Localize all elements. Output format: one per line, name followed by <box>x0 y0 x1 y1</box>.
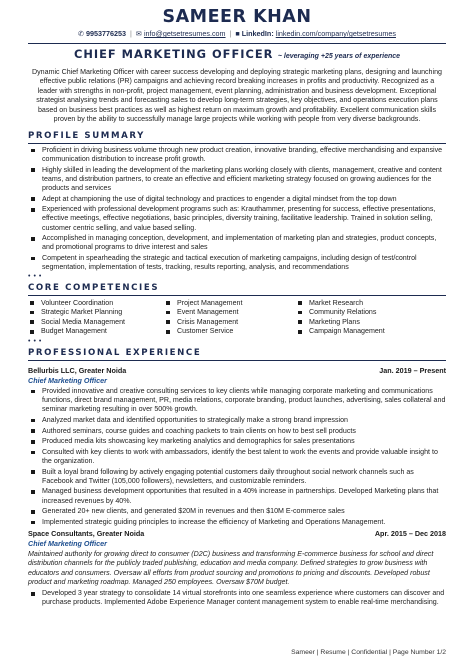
list-item: Accomplished in managing conception, development, and implementation of marketing plan and strategies, product concepts, and promotional programs to drive interest and sales <box>28 234 446 252</box>
list-item: Provided innovative and creative consulting services to key clients while managing corporate marketing and communications functions, direct brand management, PR, media relations, corporate branding, product launches, advertising, sales collateral and seminar marketing resulting in over 500% growth. <box>28 387 446 415</box>
competencies-column <box>28 299 164 337</box>
section-divider <box>28 360 446 361</box>
list-item: Experienced with professional development programs such as: Krauthammer, presenting for success, effective presentations, effective meetings, effective negotiations, basic principles, diversity training, facilitative leadership. Trained in solution selling, customer centric selling, and value based selling. <box>28 205 446 233</box>
competency-item: Crisis Management <box>164 318 296 328</box>
linkedin-icon: ■ <box>235 29 240 38</box>
section-heading-competencies: CORE COMPETENCIES <box>28 282 160 293</box>
competency-item: Marketing Plans <box>296 318 446 328</box>
list-item: Adept at championing the use of digital technology and practices to engender a digital mindset from the top down <box>28 195 446 204</box>
section-divider <box>28 143 446 144</box>
job-intro: Maintained authority for growing direct to consumer (D2C) business and transforming E-commerce business for school and direct distribution channels for the publicly traded publishing, education and media company. Defined strategies to grow business with educators and consumers. Oversaw all efforts from product sourcing and promotions to pricing and discounts. Developed robust product and marketing roadmap. Managed 250 employees. Oversaw $70M budget. <box>28 550 434 586</box>
job-title: Chief Marketing Officer <box>28 539 107 549</box>
section-heading-profile: PROFILE SUMMARY <box>28 130 145 141</box>
headline <box>28 47 446 64</box>
email-icon: ✉ <box>135 29 142 38</box>
header-divider <box>28 43 446 44</box>
competencies-column <box>164 299 296 337</box>
list-item: Proficient in driving business volume through new product creation, innovative branding, effective merchandising and expansive communication distribution to increase profit growth. <box>28 146 446 164</box>
job-company: Bellurbis LLC, Greater Noida <box>28 366 127 376</box>
competency-item: Project Management <box>164 299 296 309</box>
list-item: Highly skilled in leading the development of the marketing plans working closely with clients, management, creative and content teams, and distribution partners, to create an effective and efficient marketing strategy focused on growing audiences for the products and services <box>28 166 446 194</box>
list-item: Implemented strategic guiding principles to increase the efficiency of Marketing and Operations Management. <box>28 518 446 527</box>
section-divider <box>28 295 446 296</box>
profile-section <box>28 130 446 281</box>
list-item: Authored seminars, course guides and coaching packets to train clients on how to best sell products <box>28 427 446 436</box>
linkedin-link[interactable]: linkedin.com/company/getsetresumes <box>275 29 396 38</box>
competency-item: Volunteer Coordination <box>28 299 164 309</box>
job-duties-list <box>28 387 446 527</box>
contact-phone: 9953776253 <box>86 29 127 38</box>
job-dates: Jan. 2019 – Present <box>379 366 446 376</box>
job-header <box>28 529 446 539</box>
list-item: Generated 20+ new clients, and generated $20M in revenues and then $10M E-commerce sales <box>28 507 446 516</box>
job-entry <box>28 529 446 608</box>
summary-paragraph: Dynamic Chief Marketing Officer with career success developing and deploying strategic marketing plans, designing and launching effective public relations (PR) campaigns and achieving record breaking increases in profits and productivity. Recognized as a leader with strengths in non-profit, project management, event planning, administration and business development. Exceptional strategist analysing trends and forecasting sales to develop long-term strategies, key objectives, and operations execution plans based on business best practices as well as highest return on maximum growth and profitability. Excellent communication skills proven by the ability to successfully manage large projects while working with people from very diverse backgrounds. <box>32 68 442 124</box>
job-entry <box>28 366 446 527</box>
list-item: Built a loyal brand following by actively engaging potential customers daily throughout social network channels such as Facebook and Twitter (105,000 followers), newsletters, and customizable reminders. <box>28 468 446 486</box>
competency-item: Event Management <box>164 308 296 318</box>
candidate-name: SAMEER KHAN <box>162 7 312 27</box>
competencies-column <box>296 299 446 337</box>
section-dots: ••• <box>28 338 45 346</box>
competencies-section <box>28 282 446 346</box>
job-dates: Apr. 2015 – Dec 2018 <box>374 529 446 539</box>
competency-item: Strategic Market Planning <box>28 308 164 318</box>
list-item: Competent in spearheading the strategic and tactical execution of marketing campaigns, including design of test/control segmentation, implementation of tests, tracking, results reporting, analysis, and recommendations <box>28 254 446 272</box>
competency-item: Market Research <box>296 299 446 309</box>
competency-item: Budget Management <box>28 327 164 337</box>
section-heading-experience: PROFESSIONAL EXPERIENCE <box>28 348 202 359</box>
job-duties-list <box>28 589 446 607</box>
list-item: Developed 3 year strategy to consolidate 14 virtual storefronts into one seamless experience where customers can discover and purchase products. Implemented Adobe Experience Manager content management system to enable real-time merchandising. <box>28 589 446 607</box>
job-header <box>28 366 446 376</box>
contact-email-link[interactable]: info@getsetresumes.com <box>143 29 226 38</box>
job-title: Chief Marketing Officer <box>28 376 107 386</box>
section-dots: ••• <box>28 272 45 280</box>
phone-icon: ✆ <box>78 29 85 38</box>
competencies-grid <box>28 299 446 337</box>
job-company: Space Consultants, Greater Noida <box>28 529 145 539</box>
competency-item: Community Relations <box>296 308 446 318</box>
page-footer: Sameer | Resume | Confidential | Page Number 1/2 <box>291 649 446 656</box>
list-item: Consulted with key clients to work with ambassadors, identify the best talent to work the events and provide valuable insight to the organization. <box>28 448 446 466</box>
profile-list <box>28 146 446 273</box>
competency-item: Campaign Management <box>296 327 446 337</box>
headline-subtitle: ~ leveraging +25 years of experience <box>277 53 401 60</box>
contact-separator: | <box>229 29 232 38</box>
competency-item: Social Media Management <box>28 318 164 328</box>
contact-separator: | <box>130 29 132 38</box>
linkedin-label: LinkedIn: <box>241 29 274 38</box>
list-item: Managed business development opportunities that resulted in a 40% increase in partnerships. Developed Marketing plans that increased revenues by 40%. <box>28 487 446 505</box>
list-item: Analyzed market data and identified opportunities to strategically make a strong brand impression <box>28 416 446 425</box>
contact-line <box>28 29 446 39</box>
list-item: Produced media kits showcasing key marketing analytics and demographics for sales presentations <box>28 437 446 446</box>
headline-title: CHIEF MARKETING OFFICER <box>73 47 274 61</box>
experience-section <box>28 347 446 608</box>
competency-item: Customer Service <box>164 327 296 337</box>
